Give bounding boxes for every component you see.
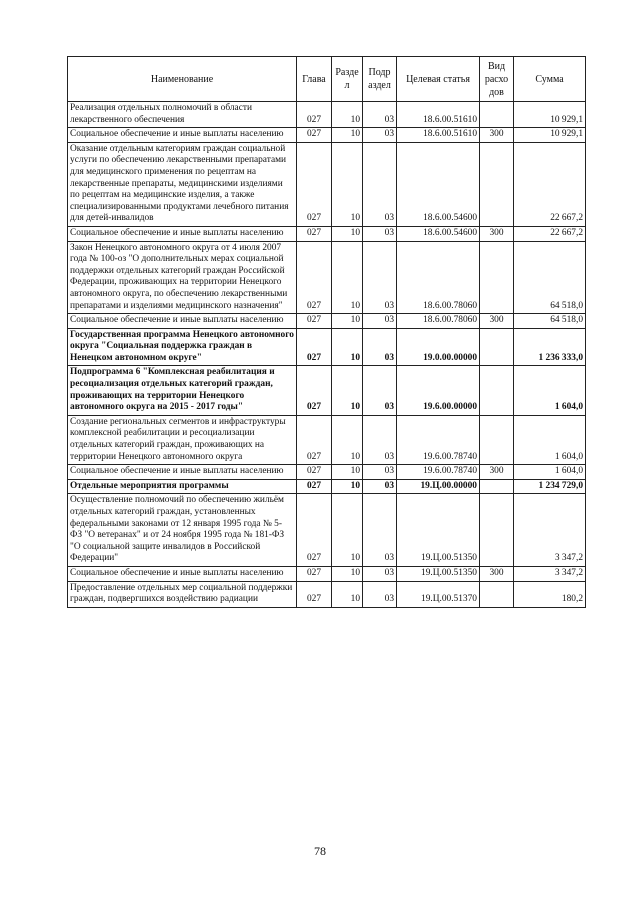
cell-name: Предоставление отдельных мер социальной поддержки граждан, подвергшихся воздействию радиации	[68, 581, 297, 607]
cell-target: 18.6.00.51610	[397, 102, 480, 128]
budget-table	[67, 56, 586, 608]
cell-name: Создание региональных сегментов и инфраструктуры комплексной реабилитации и ресоциализации отдельных категорий граждан, проживающих на территории Ненецкого автономного округа	[68, 415, 297, 464]
table-row	[68, 328, 586, 366]
cell-type: 300	[480, 128, 514, 143]
cell-subsection: 03	[363, 465, 397, 480]
cell-type: 300	[480, 465, 514, 480]
cell-chapter: 027	[297, 328, 332, 366]
cell-sum: 10 929,1	[514, 128, 586, 143]
cell-chapter: 027	[297, 366, 332, 415]
cell-type: 300	[480, 566, 514, 581]
cell-name: Социальное обеспечение и иные выплаты населению	[68, 226, 297, 241]
header-subsection: Подр аздел	[363, 57, 397, 102]
cell-name: Социальное обеспечение и иные выплаты населению	[68, 314, 297, 329]
cell-name: Реализация отдельных полномочий в области лекарственного обеспечения	[68, 102, 297, 128]
header-sum: Сумма	[514, 57, 586, 102]
cell-target: 18.6.00.78060	[397, 314, 480, 329]
cell-target: 19.6.00.78740	[397, 465, 480, 480]
cell-subsection: 03	[363, 479, 397, 494]
cell-name: Социальное обеспечение и иные выплаты населению	[68, 465, 297, 480]
cell-target: 19.Ц.00.51370	[397, 581, 480, 607]
cell-sum: 180,2	[514, 581, 586, 607]
cell-name: Закон Ненецкого автономного округа от 4 июля 2007 года № 100-оз "О дополнительных мерах социальной поддержки отдельных категорий граждан Российской Федерации, проживающих на территории Ненецкого автономного округа, по обеспечению лекарственными препаратами и изделиями медицинского назначения"	[68, 241, 297, 314]
cell-target: 19.Ц.00.51350	[397, 566, 480, 581]
cell-type	[480, 581, 514, 607]
cell-chapter: 027	[297, 494, 332, 567]
cell-subsection: 03	[363, 366, 397, 415]
header-type: Вид расхо дов	[480, 57, 514, 102]
cell-chapter: 027	[297, 465, 332, 480]
table-row	[68, 479, 586, 494]
cell-chapter: 027	[297, 314, 332, 329]
table-row	[68, 581, 586, 607]
budget-table-container	[67, 56, 586, 608]
table-row	[68, 102, 586, 128]
table-row	[68, 494, 586, 567]
cell-target: 19.Ц.00.51350	[397, 494, 480, 567]
cell-sum: 1 234 729,0	[514, 479, 586, 494]
cell-target: 19.6.00.78740	[397, 415, 480, 464]
cell-section: 10	[332, 494, 363, 567]
cell-subsection: 03	[363, 581, 397, 607]
table-row	[68, 128, 586, 143]
cell-type	[480, 241, 514, 314]
cell-subsection: 03	[363, 415, 397, 464]
cell-section: 10	[332, 581, 363, 607]
table-row	[68, 415, 586, 464]
table-row	[68, 465, 586, 480]
cell-type	[480, 494, 514, 567]
cell-type	[480, 328, 514, 366]
cell-type	[480, 102, 514, 128]
header-chapter: Глава	[297, 57, 332, 102]
cell-type	[480, 366, 514, 415]
cell-sum: 1 604,0	[514, 465, 586, 480]
cell-target: 19.0.00.00000	[397, 328, 480, 366]
cell-name: Осуществление полномочий по обеспечению жильём отдельных категорий граждан, установленных федеральными законами от 12 января 1995 года № 5-ФЗ "О ветеранах" и от 24 ноября 1995 года № 181-ФЗ "О социальной защите инвалидов в Российской Федерации"	[68, 494, 297, 567]
page-number: 78	[314, 844, 326, 858]
cell-name: Подпрограмма 6 "Комплексная реабилитация и ресоциализация отдельных категорий граждан, проживающих на территории Ненецкого автономного округа на 2015 - 2017 годы"	[68, 366, 297, 415]
cell-subsection: 03	[363, 142, 397, 226]
cell-name: Государственная программа Ненецкого автономного округа "Социальная поддержка граждан в Ненецком автономном округе"	[68, 328, 297, 366]
cell-name: Социальное обеспечение и иные выплаты населению	[68, 566, 297, 581]
cell-sum: 64 518,0	[514, 241, 586, 314]
cell-sum: 3 347,2	[514, 566, 586, 581]
header-name: Наименование	[68, 57, 297, 102]
cell-chapter: 027	[297, 226, 332, 241]
header-row	[68, 57, 586, 102]
table-row	[68, 142, 586, 226]
table-row	[68, 226, 586, 241]
cell-type: 300	[480, 314, 514, 329]
cell-sum: 64 518,0	[514, 314, 586, 329]
cell-type	[480, 415, 514, 464]
cell-subsection: 03	[363, 566, 397, 581]
cell-chapter: 027	[297, 566, 332, 581]
cell-sum: 1 236 333,0	[514, 328, 586, 366]
cell-subsection: 03	[363, 128, 397, 143]
cell-section: 10	[332, 226, 363, 241]
table-row	[68, 366, 586, 415]
cell-chapter: 027	[297, 479, 332, 494]
table-row	[68, 241, 586, 314]
cell-target: 18.6.00.51610	[397, 128, 480, 143]
cell-sum: 10 929,1	[514, 102, 586, 128]
cell-target: 18.6.00.54600	[397, 226, 480, 241]
cell-name: Оказание отдельным категориям граждан социальной услуги по обеспечению лекарственными препаратами для медицинского применения по рецептам на лекарственные препараты, медицинскими изделиями по рецептам на медицинские изделия, а также специализированными продуктами лечебного питания для детей-инвалидов	[68, 142, 297, 226]
header-section: Разде л	[332, 57, 363, 102]
cell-section: 10	[332, 479, 363, 494]
cell-chapter: 027	[297, 415, 332, 464]
cell-chapter: 027	[297, 581, 332, 607]
cell-target: 18.6.00.54600	[397, 142, 480, 226]
table-row	[68, 566, 586, 581]
header-target: Целевая статья	[397, 57, 480, 102]
cell-section: 10	[332, 142, 363, 226]
cell-chapter: 027	[297, 128, 332, 143]
cell-section: 10	[332, 328, 363, 366]
cell-chapter: 027	[297, 241, 332, 314]
cell-section: 10	[332, 102, 363, 128]
cell-type	[480, 479, 514, 494]
cell-subsection: 03	[363, 328, 397, 366]
cell-type: 300	[480, 226, 514, 241]
cell-section: 10	[332, 314, 363, 329]
cell-target: 19.Ц.00.00000	[397, 479, 480, 494]
table-row	[68, 314, 586, 329]
cell-subsection: 03	[363, 314, 397, 329]
cell-section: 10	[332, 128, 363, 143]
cell-subsection: 03	[363, 102, 397, 128]
cell-subsection: 03	[363, 494, 397, 567]
cell-section: 10	[332, 366, 363, 415]
cell-subsection: 03	[363, 226, 397, 241]
cell-target: 18.6.00.78060	[397, 241, 480, 314]
cell-section: 10	[332, 241, 363, 314]
cell-section: 10	[332, 465, 363, 480]
cell-type	[480, 142, 514, 226]
cell-sum: 1 604,0	[514, 366, 586, 415]
cell-name: Отдельные мероприятия программы	[68, 479, 297, 494]
cell-sum: 3 347,2	[514, 494, 586, 567]
cell-sum: 1 604,0	[514, 415, 586, 464]
cell-subsection: 03	[363, 241, 397, 314]
cell-sum: 22 667,2	[514, 226, 586, 241]
cell-chapter: 027	[297, 102, 332, 128]
cell-chapter: 027	[297, 142, 332, 226]
cell-section: 10	[332, 566, 363, 581]
cell-name: Социальное обеспечение и иные выплаты населению	[68, 128, 297, 143]
cell-section: 10	[332, 415, 363, 464]
cell-target: 19.6.00.00000	[397, 366, 480, 415]
cell-sum: 22 667,2	[514, 142, 586, 226]
